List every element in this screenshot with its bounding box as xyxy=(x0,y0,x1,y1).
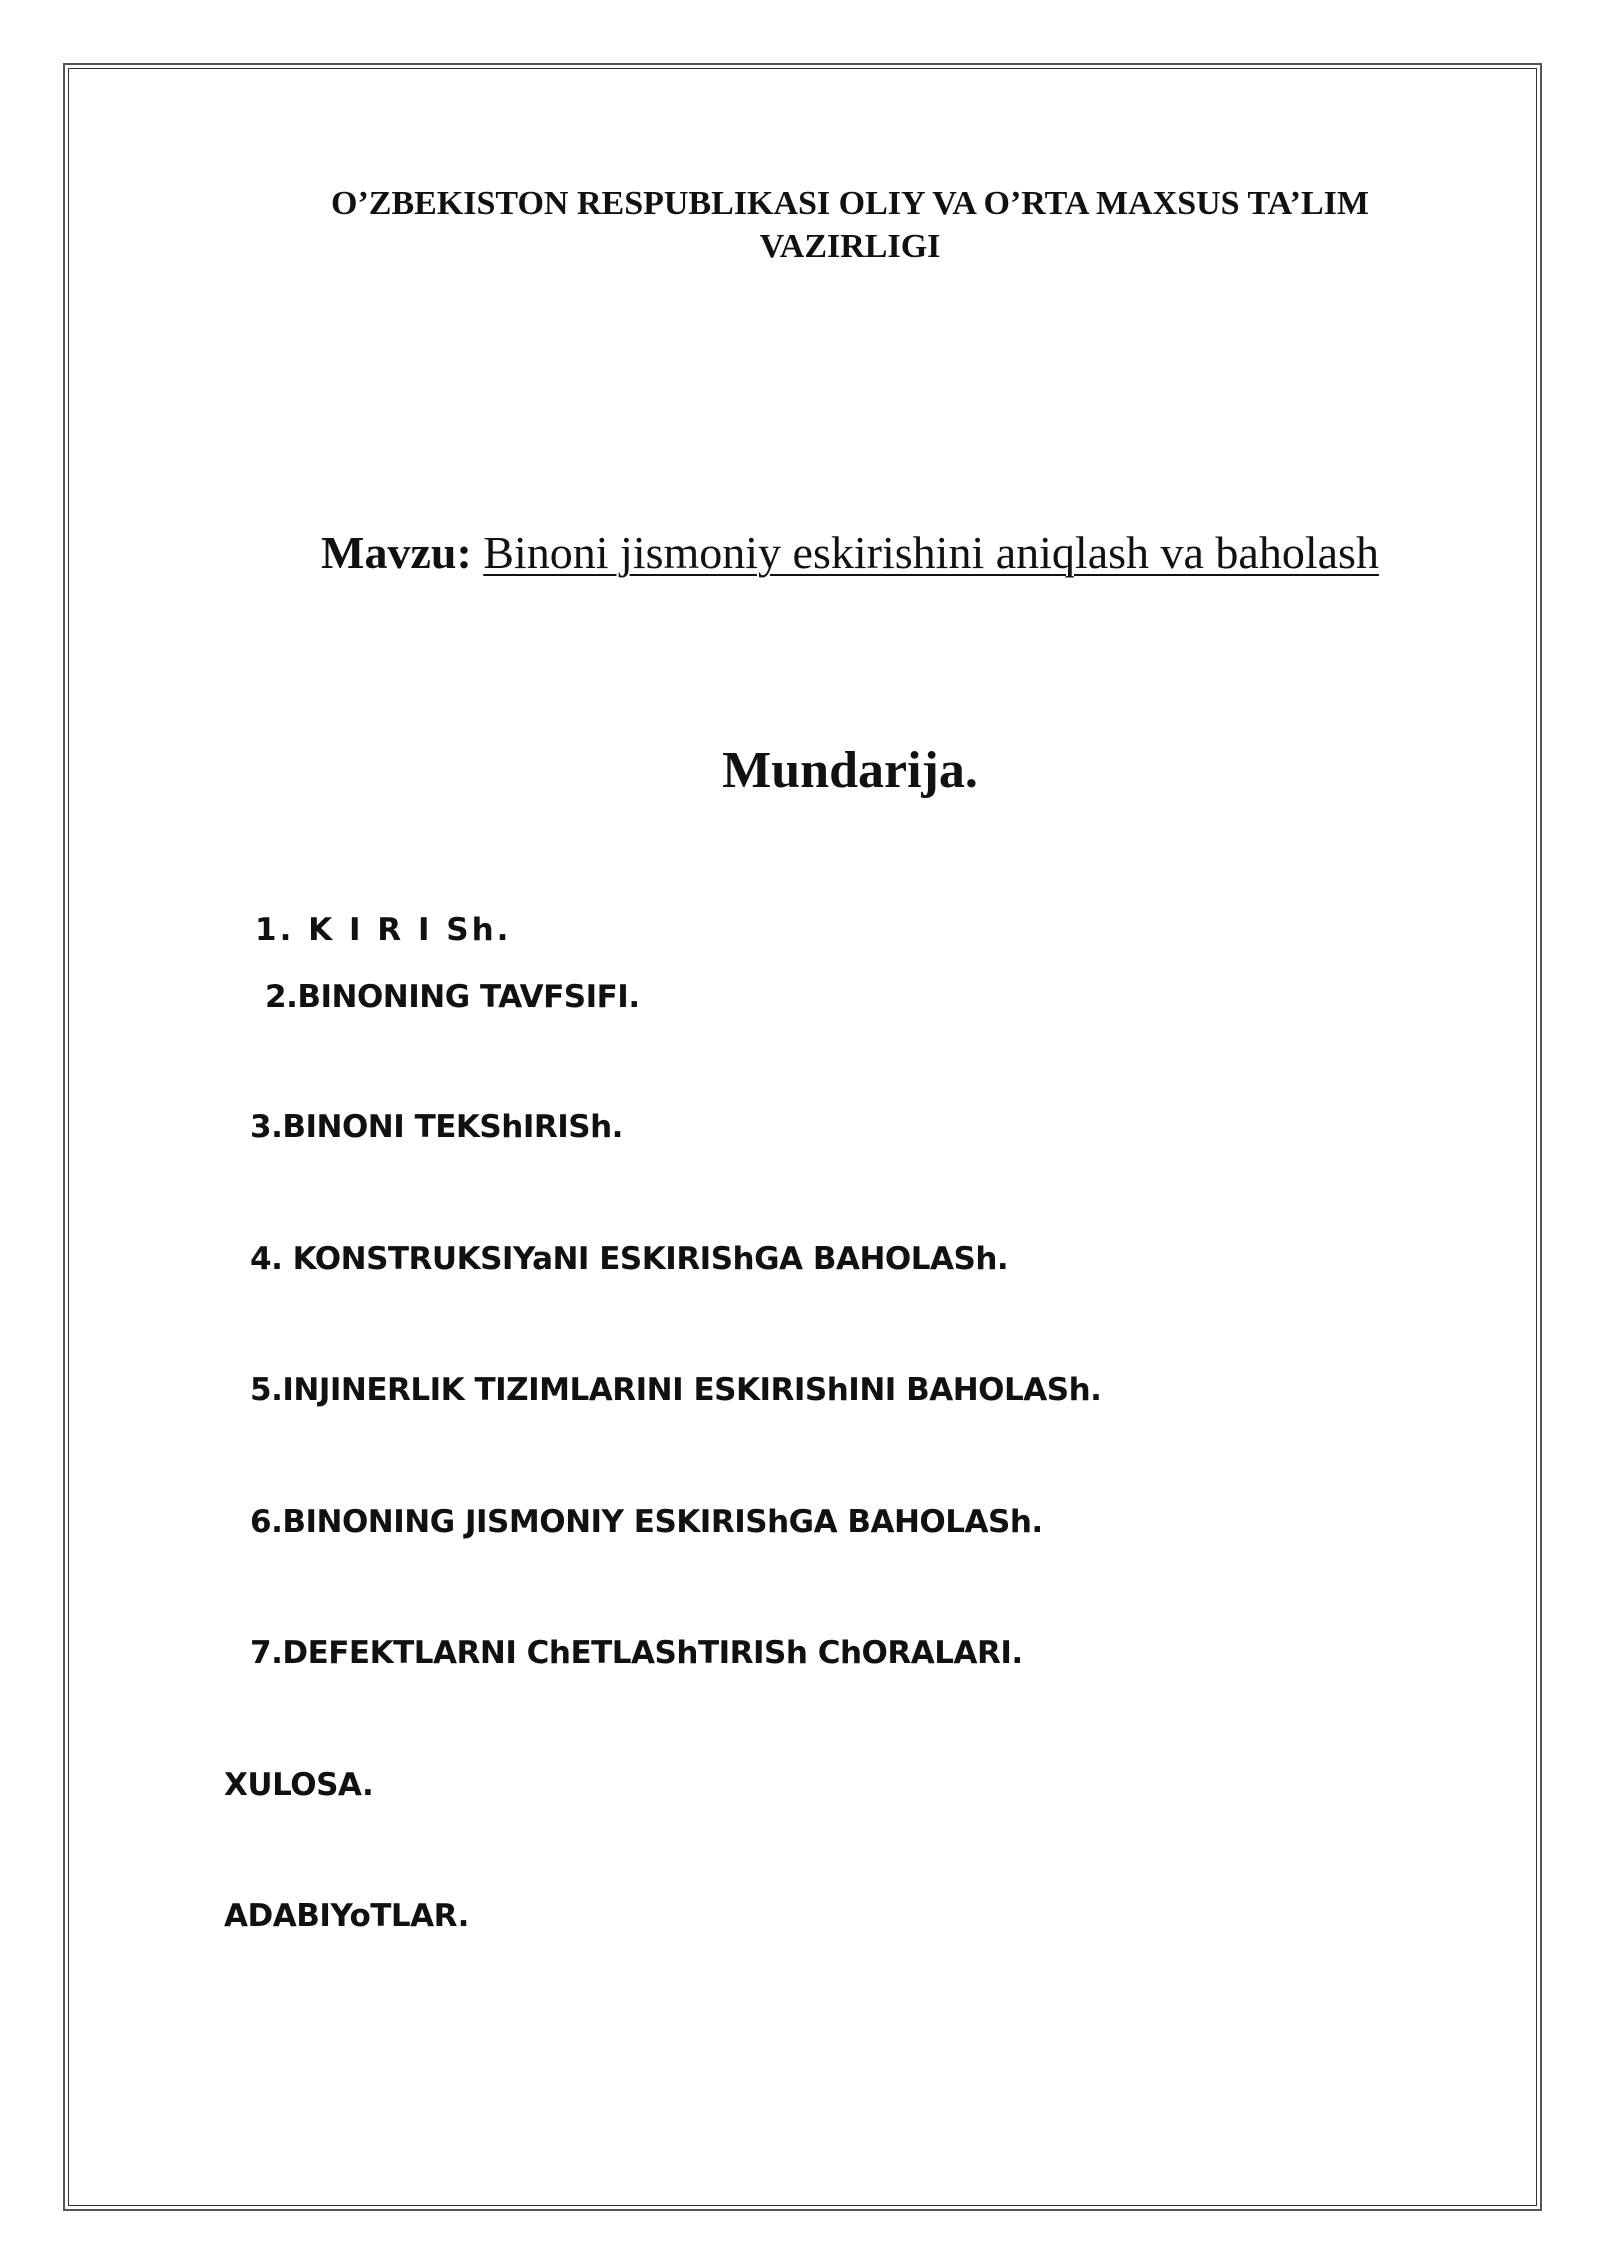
toc-item-building-inspection: 3.BINONI TEKShIRISh. xyxy=(250,1109,623,1145)
toc-item-construction-assessment: 4. KONSTRUKSIYaNI ESKIRIShGA BAHOLASh. xyxy=(250,1241,1009,1277)
topic-title: Binoni jismoniy eskirishini aniqlash va baholash xyxy=(483,527,1379,578)
toc-item-references: ADABIYoTLAR. xyxy=(224,1898,469,1934)
ministry-line-1: O’ZBEKISTON RESPUBLIKASI OLIY VA O’RTA MAXSUS TA’LIM xyxy=(331,185,1369,222)
toc-item-defect-remedies: 7.DEFEKTLARNI ChETLAShTIRISh ChORALARI. xyxy=(250,1635,1023,1671)
toc-item-physical-wear: 6.BINONING JISMONIY ESKIRIShGA BAHOLASh. xyxy=(250,1504,1043,1540)
ministry-header xyxy=(150,182,1550,268)
topic-line xyxy=(150,523,1550,583)
toc-item-building-description: 2.BINONING TAVFSIFI. xyxy=(265,979,640,1015)
toc-item-introduction: 1. K I R I Sh. xyxy=(255,912,512,948)
ministry-line-2: VAZIRLIGI xyxy=(759,228,941,265)
topic-label: Mavzu: xyxy=(321,527,472,578)
contents-heading: Mundarija. xyxy=(722,742,978,799)
toc-item-conclusion: XULOSA. xyxy=(224,1767,374,1803)
toc-item-engineering-systems: 5.INJINERLIK TIZIMLARINI ESKIRIShINI BAHOLASh. xyxy=(250,1372,1102,1408)
